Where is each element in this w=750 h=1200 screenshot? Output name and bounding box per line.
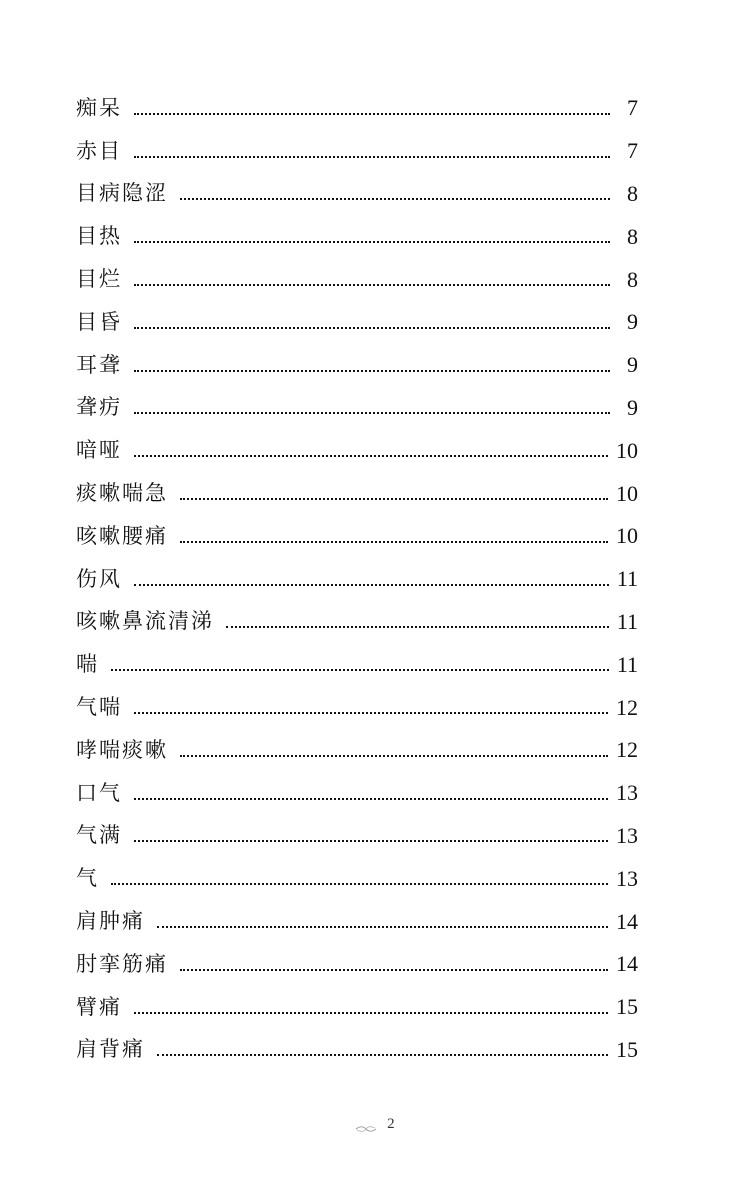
toc-entry-title: 肘挛筋痛	[76, 951, 168, 976]
toc-entry-page: 11	[616, 608, 638, 634]
toc-entry-title: 气	[76, 866, 99, 891]
toc-entry-page: 13	[616, 865, 638, 891]
toc-entry-title: 咳嗽腰痛	[76, 523, 168, 548]
toc-entry-title: 哮喘痰嗽	[76, 737, 168, 762]
page-number: 2	[387, 1116, 395, 1132]
toc-entry-page: 8	[627, 223, 638, 249]
toc-entry[interactable]	[76, 643, 638, 686]
toc-entry[interactable]	[76, 344, 638, 387]
toc-entry-page: 8	[627, 266, 638, 292]
toc-entry-title: 目热	[76, 224, 122, 249]
toc-entry[interactable]	[76, 215, 638, 258]
dot-leader	[134, 155, 610, 158]
toc-entry-page: 7	[627, 138, 638, 164]
toc-entry-page: 14	[616, 951, 638, 977]
toc-entry-title: 痰嗽喘急	[76, 481, 168, 506]
toc-entry[interactable]	[76, 986, 638, 1029]
dot-leader	[134, 112, 610, 115]
dot-leader	[180, 197, 610, 200]
toc-entry-page: 13	[616, 780, 638, 806]
dot-leader	[134, 583, 609, 586]
toc-entry-title: 聋疠	[76, 395, 122, 420]
toc-entry-page: 11	[616, 566, 638, 592]
toc-entry-page: 9	[627, 352, 638, 378]
dot-leader	[134, 326, 610, 329]
dot-leader	[157, 1053, 608, 1056]
toc-entry-page: 9	[627, 394, 638, 420]
toc-entry[interactable]	[76, 943, 638, 986]
toc-entry-title: 目昏	[76, 309, 122, 334]
dot-leader	[134, 369, 610, 372]
table-of-contents	[76, 87, 638, 1071]
toc-entry[interactable]	[76, 429, 638, 472]
toc-entry-title: 肩肿痛	[76, 909, 145, 934]
toc-entry-title: 目病隐涩	[76, 181, 168, 206]
toc-entry-title: 口气	[76, 780, 122, 805]
toc-entry[interactable]	[76, 601, 638, 644]
dot-leader	[226, 625, 609, 628]
toc-entry-page: 15	[616, 994, 638, 1020]
dot-leader	[134, 839, 608, 842]
toc-entry-title: 目烂	[76, 267, 122, 292]
toc-entry[interactable]	[76, 472, 638, 515]
dot-leader	[134, 454, 608, 457]
toc-entry[interactable]	[76, 387, 638, 430]
dot-leader	[111, 668, 609, 671]
toc-entry-page: 10	[616, 480, 638, 506]
toc-entry-title: 伤风	[76, 566, 122, 591]
toc-entry[interactable]	[76, 87, 638, 130]
dot-leader	[157, 925, 608, 928]
toc-entry[interactable]	[76, 1029, 638, 1072]
toc-entry-page: 8	[627, 180, 638, 206]
toc-entry-page: 11	[616, 651, 638, 677]
toc-entry-page: 15	[616, 1036, 638, 1062]
dot-leader	[134, 411, 610, 414]
dot-leader	[111, 882, 608, 885]
toc-entry[interactable]	[76, 729, 638, 772]
dot-leader	[134, 283, 610, 286]
dot-leader	[180, 540, 608, 543]
toc-entry-page: 7	[627, 95, 638, 121]
toc-entry[interactable]	[76, 686, 638, 729]
dot-leader	[134, 711, 608, 714]
toc-entry[interactable]	[76, 301, 638, 344]
toc-entry-title: 臂痛	[76, 994, 122, 1019]
toc-entry[interactable]	[76, 173, 638, 216]
dot-leader	[134, 797, 608, 800]
toc-entry-title: 痴呆	[76, 95, 122, 120]
toc-entry-page: 9	[627, 309, 638, 335]
flourish-icon	[355, 1121, 377, 1129]
toc-entry[interactable]	[76, 258, 638, 301]
toc-entry[interactable]	[76, 815, 638, 858]
dot-leader	[134, 1011, 608, 1014]
dot-leader	[180, 968, 608, 971]
dot-leader	[180, 497, 608, 500]
page-footer	[0, 1116, 750, 1133]
toc-entry-title: 气满	[76, 823, 122, 848]
toc-entry[interactable]	[76, 772, 638, 815]
toc-entry-title: 喘	[76, 652, 99, 677]
toc-entry-title: 咳嗽鼻流清涕	[76, 609, 214, 634]
toc-entry[interactable]	[76, 857, 638, 900]
toc-entry-page: 13	[616, 822, 638, 848]
toc-entry[interactable]	[76, 130, 638, 173]
toc-entry-page: 10	[616, 523, 638, 549]
toc-entry-title: 赤目	[76, 138, 122, 163]
toc-entry[interactable]	[76, 515, 638, 558]
toc-entry-page: 10	[616, 437, 638, 463]
toc-entry-page: 12	[616, 694, 638, 720]
toc-entry-title: 肩背痛	[76, 1037, 145, 1062]
toc-entry-title: 耳聋	[76, 352, 122, 377]
toc-entry-page: 12	[616, 737, 638, 763]
toc-entry-page: 14	[616, 908, 638, 934]
toc-entry[interactable]	[76, 558, 638, 601]
toc-entry[interactable]	[76, 900, 638, 943]
toc-entry-title: 气喘	[76, 695, 122, 720]
toc-entry-title: 喑哑	[76, 438, 122, 463]
dot-leader	[180, 754, 608, 757]
dot-leader	[134, 240, 610, 243]
